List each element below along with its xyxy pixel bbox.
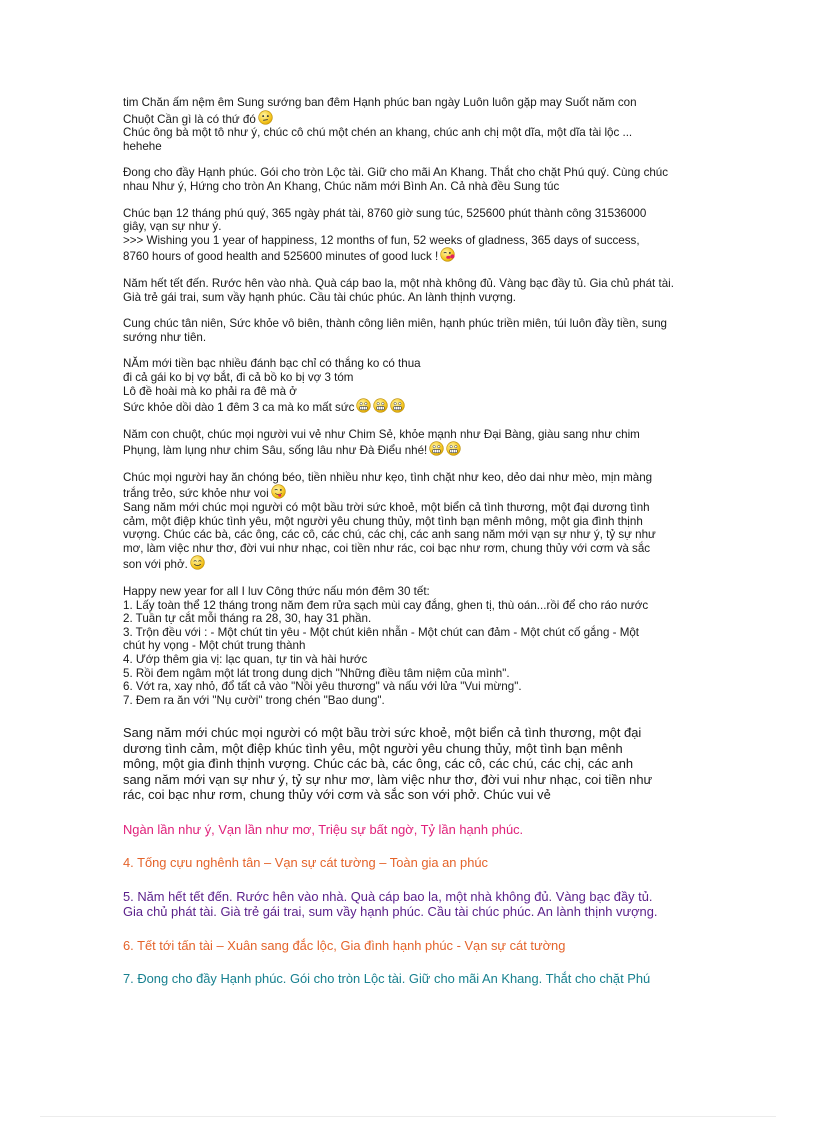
- text-line: 6. Tết tới tấn tài – Xuân sang đắc lộc, Gia đình hạnh phúc - Vạn sự cát tường: [123, 937, 566, 953]
- text-line: Lô đề hoài mà ko phải ra đê mà ở: [123, 384, 297, 398]
- paragraph-recipe: [123, 585, 693, 707]
- text-line: Sang năm mới chúc mọi người có một bầu trời sức khoẻ, một biển cả tình thương, một đại: [123, 725, 642, 741]
- text-line: Chúc ông bà một tô như ý, chúc cô chú một chén an khang, chúc anh chị một dĩa, một dĩa tài lộc ...: [123, 126, 633, 140]
- text-line: tim Chăn ấm nệm êm Sung sướng ban đêm Hạnh phúc ban ngày Luôn luôn gặp may Suốt năm con: [123, 96, 637, 109]
- text-line: [123, 441, 693, 458]
- text-line: rác, coi bạc như rơm, chung thủy với cơm và sắc son với phở. Chúc vui vẻ: [123, 787, 551, 803]
- text-line: Chúc bạn 12 tháng phú quý, 365 ngày phát tài, 8760 giờ sung túc, 525600 phút thành công 31536000: [123, 206, 647, 220]
- text-line: 4. Ướp thêm gia vị: lạc quan, tự tin và hài hước: [123, 653, 368, 666]
- paragraph-greeting-4: Năm hết tết đến. Rước hên vào nhà. Quà cáp bao la, một nhà không đủ. Vàng bạc đầy tủ. Gia chủ phát tài. Già trẻ gái trai, sum vầy hạnh phúc. Cầu tài chúc phúc. An lành thịnh vượng.: [123, 276, 674, 304]
- colored-greeting-purple-5: [123, 889, 693, 920]
- text-line: dương tình cảm, một điệp khúc tình yêu, một người yêu chung thủy, một tình bạn mênh: [123, 740, 623, 756]
- page-bottom-divider: [40, 1116, 776, 1117]
- grin-emoticon-icon: [429, 441, 444, 456]
- grin-emoticon-icon: [373, 398, 388, 413]
- text-line: [123, 398, 693, 415]
- text-line: Gia chủ phát tài. Già trẻ gái trai, sum vầy hạnh phúc. Cầu tài chúc phúc. An lành thịnh vượng.: [123, 904, 658, 920]
- paragraph-greeting-1: [123, 96, 693, 153]
- text-span: Sức khỏe dồi dào 1 đêm 3 ca mà ko mất sức: [123, 401, 355, 415]
- paragraph-greeting-7: [123, 428, 693, 458]
- text-line: sang năm mới vạn sự như ý, tỷ sự như mơ, làm việc như thơ, đời vui như nhạc, coi tiền như: [123, 771, 653, 787]
- text-line: 5. Rồi đem ngâm một lát trong dung dịch "Những điều tâm niệm của mình".: [123, 666, 510, 680]
- text-span: trắng trẻo, sức khỏe như voi: [123, 487, 269, 501]
- paragraph-greeting-8: [123, 471, 693, 572]
- text-line: NĂm mới tiền bạc nhiều đánh bạc chỉ có thắng ko có thua: [123, 357, 421, 371]
- text-line: >>> Wishing you 1 year of happiness, 12 months of fun, 52 weeks of gladness, 365 days of success,: [123, 233, 640, 247]
- paragraph-greeting-6: [123, 357, 693, 414]
- text-line: Năm con chuột, chúc mọi người vui vẻ như Chim Sẻ, khỏe mạnh như Đại Bàng, giàu sang như chim: [123, 427, 640, 441]
- text-line: 7. Đong cho đầy Hạnh phúc. Gói cho tròn Lộc tài. Giữ cho mãi An Khang. Thắt cho chặt Phú: [123, 971, 651, 987]
- text-line: mơ, làm việc như thơ, đời vui như nhạc, coi tiền như rác, coi bạc như rơm, chung thủy với cơm và sắc: [123, 541, 651, 555]
- text-span: Chuột Cần gì là có thứ đó: [123, 112, 256, 126]
- text-line: 1. Lấy toàn thể 12 tháng trong năm đem rửa sạch mùi cay đắng, ghen tị, thù oán...rồi để cho ráo nước: [123, 598, 649, 612]
- text-line: mông, một gia đình thịnh vượng. Chúc các bà, các ông, các cô, các chú, các chị, các anh: [123, 756, 634, 772]
- text-line: 3. Trộn đều với : - Một chút tin yêu - Một chút kiên nhẫn - Một chút can đảm - Một chút cố gắng - Một: [123, 625, 640, 639]
- colored-greeting-pink: [123, 822, 693, 838]
- paragraph-greeting-large: [123, 725, 693, 803]
- text-line: giây, vạn sự như ý.: [123, 220, 222, 234]
- grin-emoticon-icon: [390, 398, 405, 413]
- text-line: 5. Năm hết tết đến. Rước hên vào nhà. Quà cáp bao la, một nhà không đủ. Vàng bạc đầy tủ.: [123, 888, 653, 904]
- text-line: Ngàn lần như ý, Vạn lần như mơ, Triệu sự bất ngờ, Tỷ lần hạnh phúc.: [123, 821, 524, 837]
- paragraph-greeting-3: [123, 207, 693, 264]
- text-line: 4. Tống cựu nghênh tân – Vạn sự cát tường – Toàn gia an phúc: [123, 855, 488, 871]
- paragraph-greeting-5: Cung chúc tân niên, Sức khỏe vô biên, thành công liên miên, hạnh phúc triền miên, túi luôn đầy tiền, sung sướng như tiên.: [123, 317, 668, 344]
- paragraph-greeting-2: Đong cho đầy Hạnh phúc. Gói cho tròn Lộc tài. Giữ cho mãi An Khang. Thắt cho chặt Phú quý. Cùng chúc nhau Như ý, Hứng cho tròn An Khang, Chúc năm mới Bình An. Cả nhà đều Sung túc: [123, 166, 669, 193]
- colored-greeting-teal-7: [123, 971, 693, 987]
- text-line: Chúc mọi người hay ăn chóng béo, tiền nhiều như kẹo, tình chặt như keo, dẻo dai như mèo, mịn màng: [123, 470, 653, 484]
- text-line: đi cả gái ko bị vợ bắt, đi cả bồ ko bị vợ 3 tóm: [123, 370, 354, 384]
- document-body: [123, 96, 693, 1000]
- text-line: chút hy vọng - Một chút trung thành: [123, 639, 306, 653]
- text-line: cảm, một điệp khúc tình yêu, một người yêu chung thủy, một tình bạn mênh mông, một gia đình thịnh: [123, 514, 643, 528]
- text-line: [123, 484, 693, 501]
- grin-emoticon-icon: [356, 398, 371, 413]
- text-line: vượng. Chúc các bà, các ông, các cô, các chú, các chị, các anh sang năm mới vạn sự như ý, tỷ sự như: [123, 528, 656, 542]
- text-line: [123, 247, 693, 264]
- colored-greeting-orange-4: [123, 855, 693, 871]
- text-line: 2. Tuần tự cắt mỗi tháng ra 28, 30, hay 31 phần.: [123, 612, 372, 626]
- thinking-emoticon-icon: [258, 110, 273, 125]
- text-line: [123, 555, 693, 572]
- kiss-emoticon-icon: [440, 247, 455, 262]
- text-line: 6. Vớt ra, xay nhỏ, đổ tất cả vào "Nồi yêu thương" và nấu với lửa "Vui mừng".: [123, 680, 522, 694]
- colored-greeting-orange-6: [123, 938, 693, 954]
- text-line: Sang năm mới chúc mọi người có một bầu trời sức khoẻ, một biển cả tình thương, một đại dương tình: [123, 501, 650, 515]
- grin-emoticon-icon: [446, 441, 461, 456]
- text-line: hehehe: [123, 139, 162, 153]
- text-span: son với phở.: [123, 558, 188, 572]
- smile-emoticon-icon: [190, 555, 205, 570]
- text-line: 7. Đem ra ăn với "Nụ cười" trong chén "Bao dung".: [123, 693, 385, 707]
- text-line: Happy new year for all I luv Công thức nấu món đêm 30 tết:: [123, 585, 430, 599]
- text-line: [123, 110, 693, 127]
- tongue-emoticon-icon: [271, 484, 286, 499]
- text-span: Phụng, làm lụng như chim Sâu, sống lâu như Đà Điểu nhé!: [123, 444, 428, 458]
- text-span: 8760 hours of good health and 525600 minutes of good luck !: [123, 250, 439, 264]
